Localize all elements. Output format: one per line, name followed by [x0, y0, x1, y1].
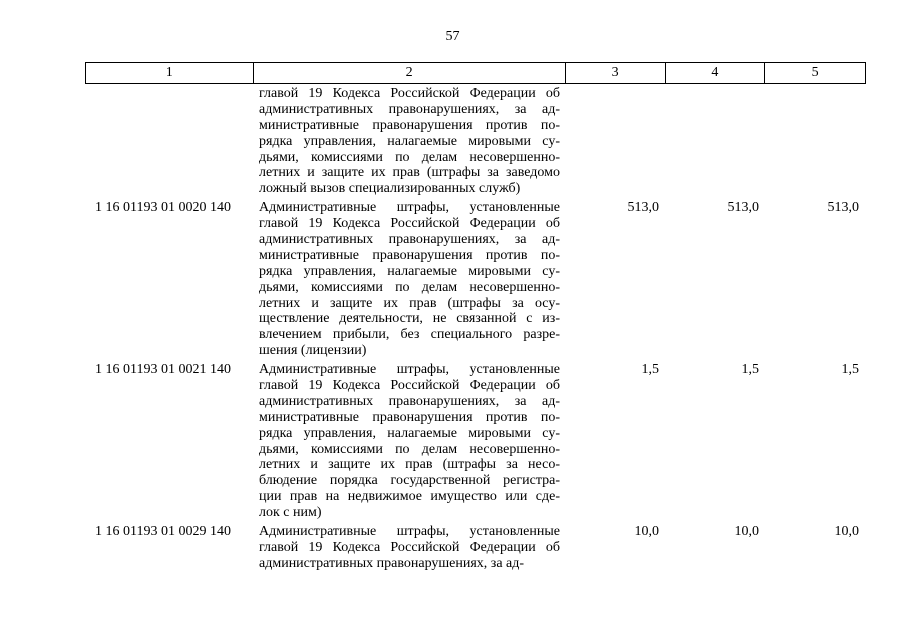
description-line: административных правонарушениях, за ад- — [259, 232, 560, 248]
description-line: главой 19 Кодекса Российской Федерации об — [259, 539, 560, 555]
description-line: летних и защите их прав (штрафы за несо- — [259, 457, 560, 473]
table-row — [85, 362, 866, 521]
description-line: министративные правонарушения против по- — [259, 247, 560, 263]
row-value-col-5: 513,0 — [827, 200, 859, 216]
row-value-col-3: 1,5 — [641, 362, 659, 378]
row-description — [253, 524, 566, 572]
row-value-col-4 — [666, 86, 766, 197]
row-code: 1 16 01193 01 0020 140 — [95, 200, 231, 216]
table-row — [85, 524, 866, 572]
row-value-col-5: 10,0 — [834, 524, 859, 540]
description-line: дьями, комиссиями по делам несовершенно- — [259, 279, 560, 295]
description-line: Административные штрафы, установленные — [259, 200, 560, 216]
row-code: 1 16 01193 01 0029 140 — [95, 524, 231, 540]
description-line: летних и защите их прав (штрафы за заведомо — [259, 165, 560, 181]
description-line: ложный вызов специализированных служб) — [259, 181, 521, 197]
description-line: Административные штрафы, установленные — [259, 524, 560, 540]
description-line: главой 19 Кодекса Российской Федерации об — [259, 378, 560, 394]
row-description — [253, 362, 566, 521]
row-value-col-3: 10,0 — [634, 524, 659, 540]
description-line: рядка управления, налагаемые мировыми су- — [259, 133, 560, 149]
description-line: министративные правонарушения против по- — [259, 409, 560, 425]
row-value-col-4: 513,0 — [727, 200, 759, 216]
description-line: рядка управления, налагаемые мировыми су- — [259, 263, 560, 279]
row-code: 1 16 01193 01 0021 140 — [95, 362, 231, 378]
description-line: лок с ним) — [259, 505, 322, 521]
table-row — [85, 200, 866, 359]
row-value-col-4: 1,5 — [741, 362, 759, 378]
description-line: главой 19 Кодекса Российской Федерации об — [259, 86, 560, 101]
row-value-col-3 — [566, 86, 666, 197]
column-header-1: 1 — [86, 63, 254, 83]
column-header-3: 3 — [566, 63, 666, 83]
description-line: главой 19 Кодекса Российской Федерации об — [259, 216, 560, 232]
description-line: шения (лицензии) — [259, 343, 367, 359]
page-number: 57 — [445, 29, 460, 44]
description-line: дьями, комиссиями по делам несовершенно- — [259, 441, 560, 457]
table-row — [85, 86, 866, 197]
column-header-4: 4 — [666, 63, 766, 83]
description-line: административных правонарушениях, за ад- — [259, 393, 560, 409]
description-line: ществление деятельности, не связанной с из- — [259, 311, 560, 327]
row-value-col-3: 513,0 — [627, 200, 659, 216]
description-line: ции прав на недвижимое имущество или сде- — [259, 489, 560, 505]
description-line: блюдение порядка государственной регистра- — [259, 473, 560, 489]
description-line: рядка управления, налагаемые мировыми су- — [259, 425, 560, 441]
table-body — [85, 84, 866, 572]
description-line: дьями, комиссиями по делам несовершенно- — [259, 149, 560, 165]
column-header-5: 5 — [811, 65, 819, 80]
row-value-col-5 — [766, 86, 866, 197]
row-value-col-5: 1,5 — [841, 362, 859, 378]
column-header-2: 2 — [254, 63, 566, 83]
row-code — [85, 86, 253, 197]
description-line: административных правонарушениях, за ад- — [259, 555, 525, 571]
description-line: министративные правонарушения против по- — [259, 117, 560, 133]
description-line: влечением прибыли, без специального разре- — [259, 327, 560, 343]
description-line: Административные штрафы, установленные — [259, 362, 560, 378]
row-description — [253, 86, 566, 197]
row-value-col-4: 10,0 — [734, 524, 759, 540]
row-description — [253, 200, 566, 359]
description-line: летних и защите их прав (штрафы за осу- — [259, 295, 560, 311]
description-line: административных правонарушениях, за ад- — [259, 101, 560, 117]
table-header — [85, 62, 866, 84]
